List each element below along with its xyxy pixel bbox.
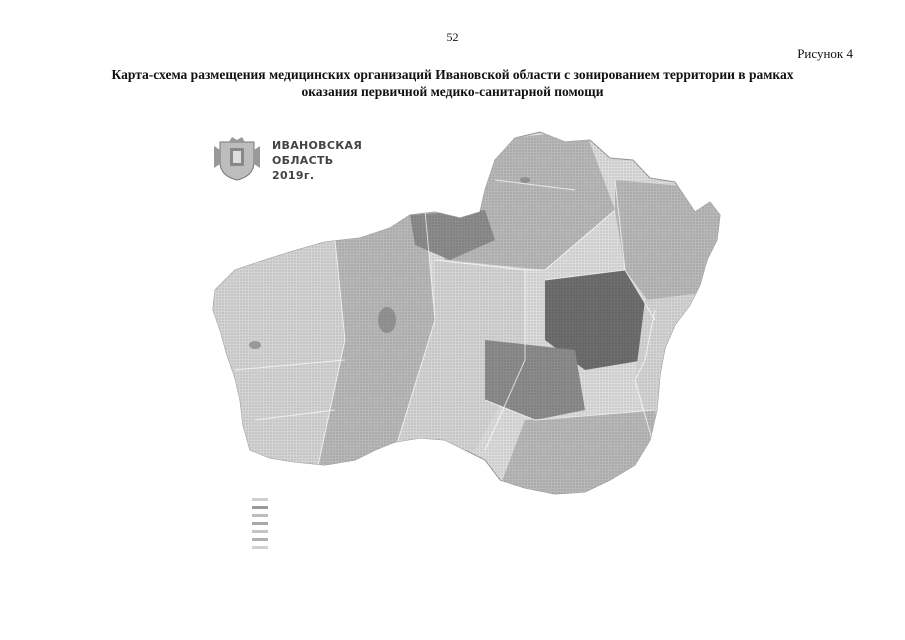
legend-symbol: [252, 498, 268, 501]
figure-label: Рисунок 4: [797, 46, 853, 61]
legend-item: [252, 535, 422, 543]
legend-symbol: [252, 530, 268, 533]
legend-item: [252, 511, 422, 519]
map-title: ИВАНОВСКАЯ ОБЛАСТЬ 2019г.: [272, 139, 363, 182]
legend-item: [252, 495, 422, 503]
figure-title-line-2: оказания первичной медико-санитарной помощи: [301, 84, 604, 99]
figure-title: [40, 66, 865, 100]
coat-of-arms-icon: [212, 136, 262, 182]
map-header: [212, 136, 382, 186]
legend-symbol: [252, 506, 268, 509]
map-legend: [252, 495, 422, 551]
legend-item: [252, 503, 422, 511]
legend-item: [252, 543, 422, 551]
legend-item: [252, 527, 422, 535]
legend-symbol: [252, 514, 268, 517]
legend-symbol: [252, 546, 268, 549]
page-number: 52: [446, 30, 459, 44]
legend-symbol: [252, 538, 268, 541]
legend-symbol: [252, 522, 268, 525]
figure-title-line-1: Карта-схема размещения медицинских организаций Ивановской области с зонированием территории в рамках: [111, 67, 794, 82]
legend-item: [252, 519, 422, 527]
